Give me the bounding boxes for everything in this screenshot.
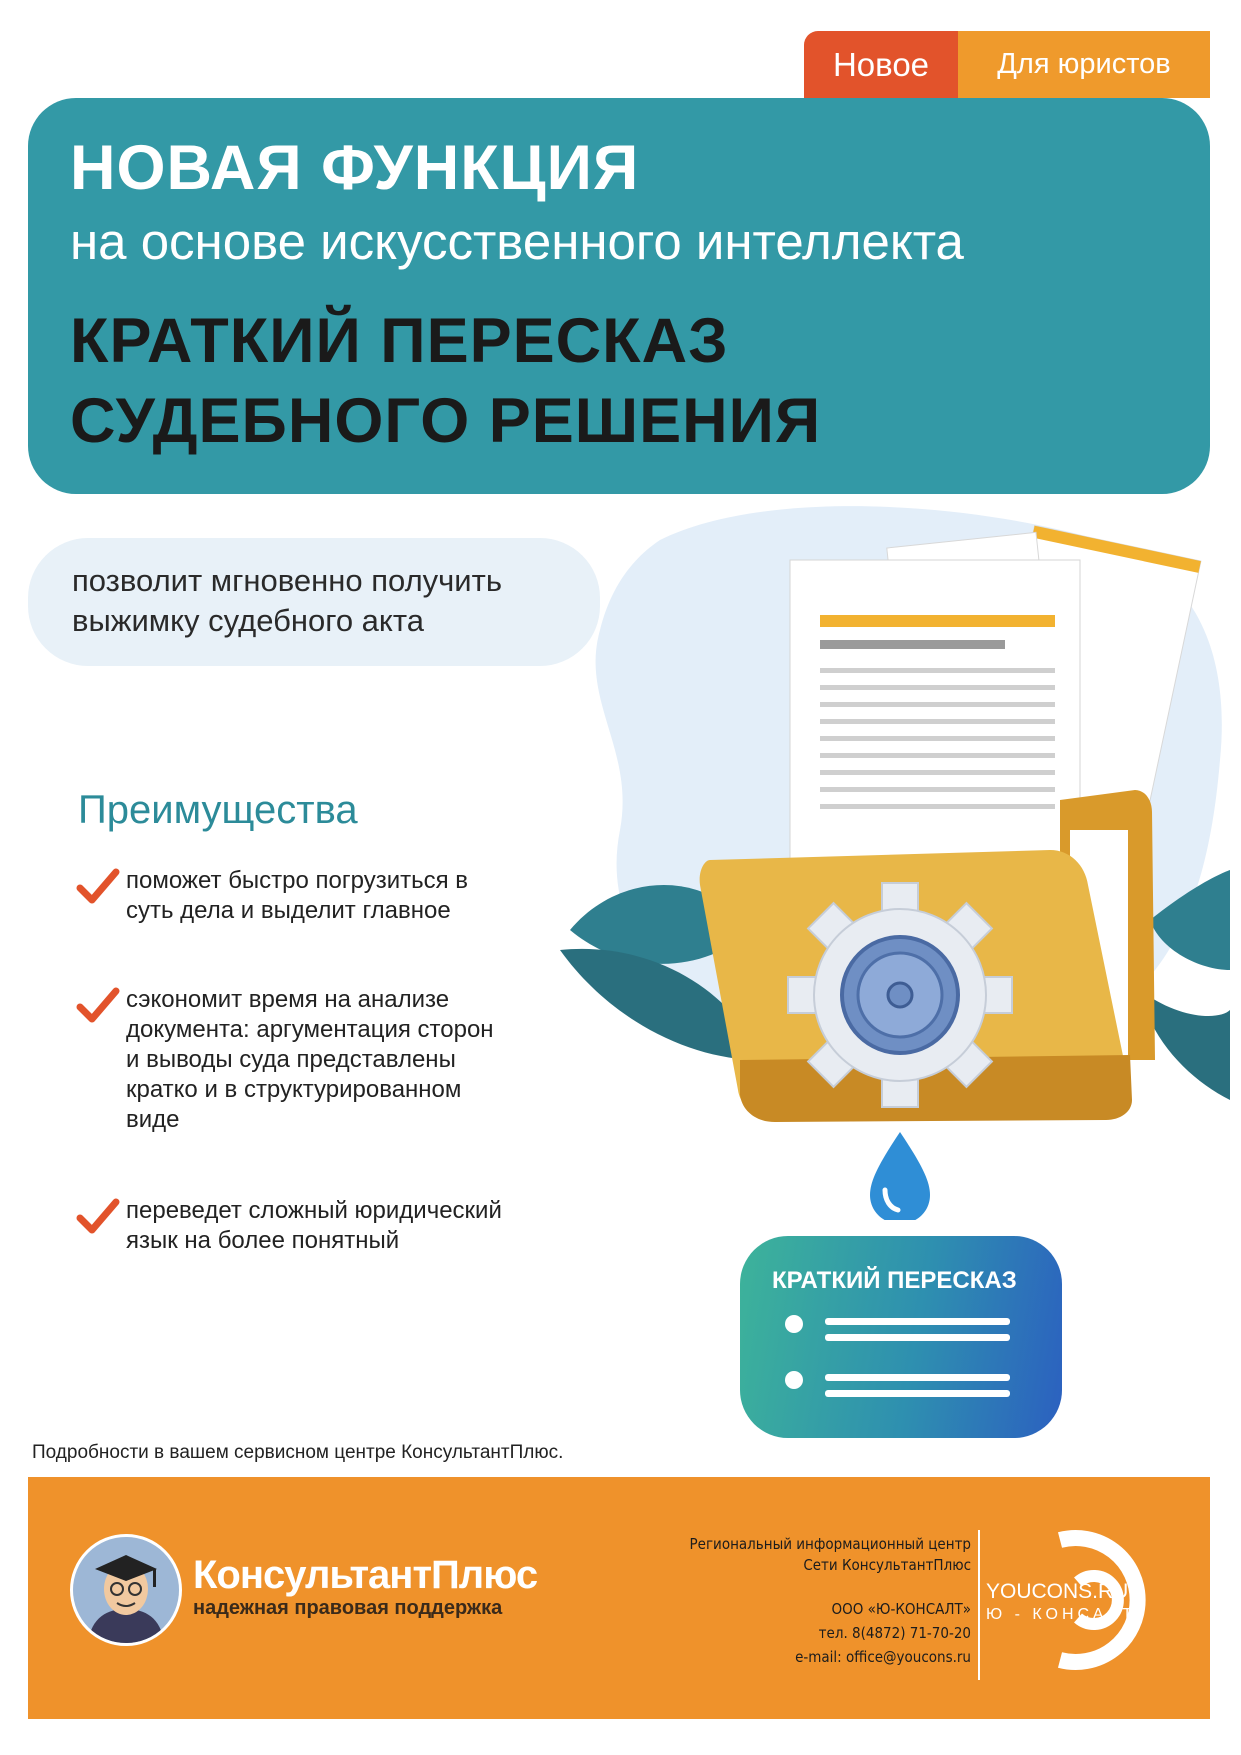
company-phone: тел. 8(4872) 71-70-20 [818,1624,971,1642]
check-icon [76,1198,120,1238]
headline-new-feature: НОВАЯ ФУНКЦИЯ [70,133,640,203]
advantage-text: поможет быстро погрузиться в суть дела и выделит главное [126,867,469,924]
footnote: Подробности в вашем сервисном центре КонсультантПлюс. [32,1442,564,1463]
footer-divider [978,1530,980,1680]
partner-name: Ю - КОНСАЛТ [986,1606,1137,1623]
brand-name: КонсультантПлюс [193,1553,538,1597]
advantage-item [76,866,496,966]
headline-ai-subtitle: на основе искусственного интеллекта [70,213,964,270]
folder-gear-illustration [540,500,1230,1220]
center-line2: Сети КонсультантПлюс [803,1556,971,1574]
advantage-text: сэкономит время на анализе документа: аргументация сторон и выводы суда представлены кратко и в структурированном виде [126,986,494,1133]
center-line1: Региональный информационный центр [689,1535,971,1553]
headline-summary: КРАТКИЙ ПЕРЕСКАЗ [70,306,729,376]
summary-card-title: КРАТКИЙ ПЕРЕСКАЗ [772,1267,1017,1294]
tag-for-lawyers: Для юристов [958,31,1210,98]
tag-new: Новое [804,31,958,98]
intro-text: позволит мгновенно получить выжимку судебного акта [72,563,502,638]
advantage-item [76,985,496,1165]
consultant-avatar [70,1534,182,1646]
advantage-text: переведет сложный юридический язык на более понятный [126,1197,502,1254]
partner-site: YOUCONS.RU [986,1580,1129,1603]
check-icon [76,868,120,908]
company-name: ООО «Ю-КОНСАЛТ» [831,1600,971,1618]
advantages-title: Преимущества [78,788,358,832]
advantage-item [76,1196,502,1296]
water-drop-icon [870,1132,930,1220]
company-email: e-mail: office@youcons.ru [795,1648,971,1666]
brand-tagline: надежная правовая поддержка [193,1597,503,1619]
headline-court-decision: СУДЕБНОГО РЕШЕНИЯ [70,386,822,456]
check-icon [76,987,120,1027]
summary-list-lines [780,1308,1020,1408]
